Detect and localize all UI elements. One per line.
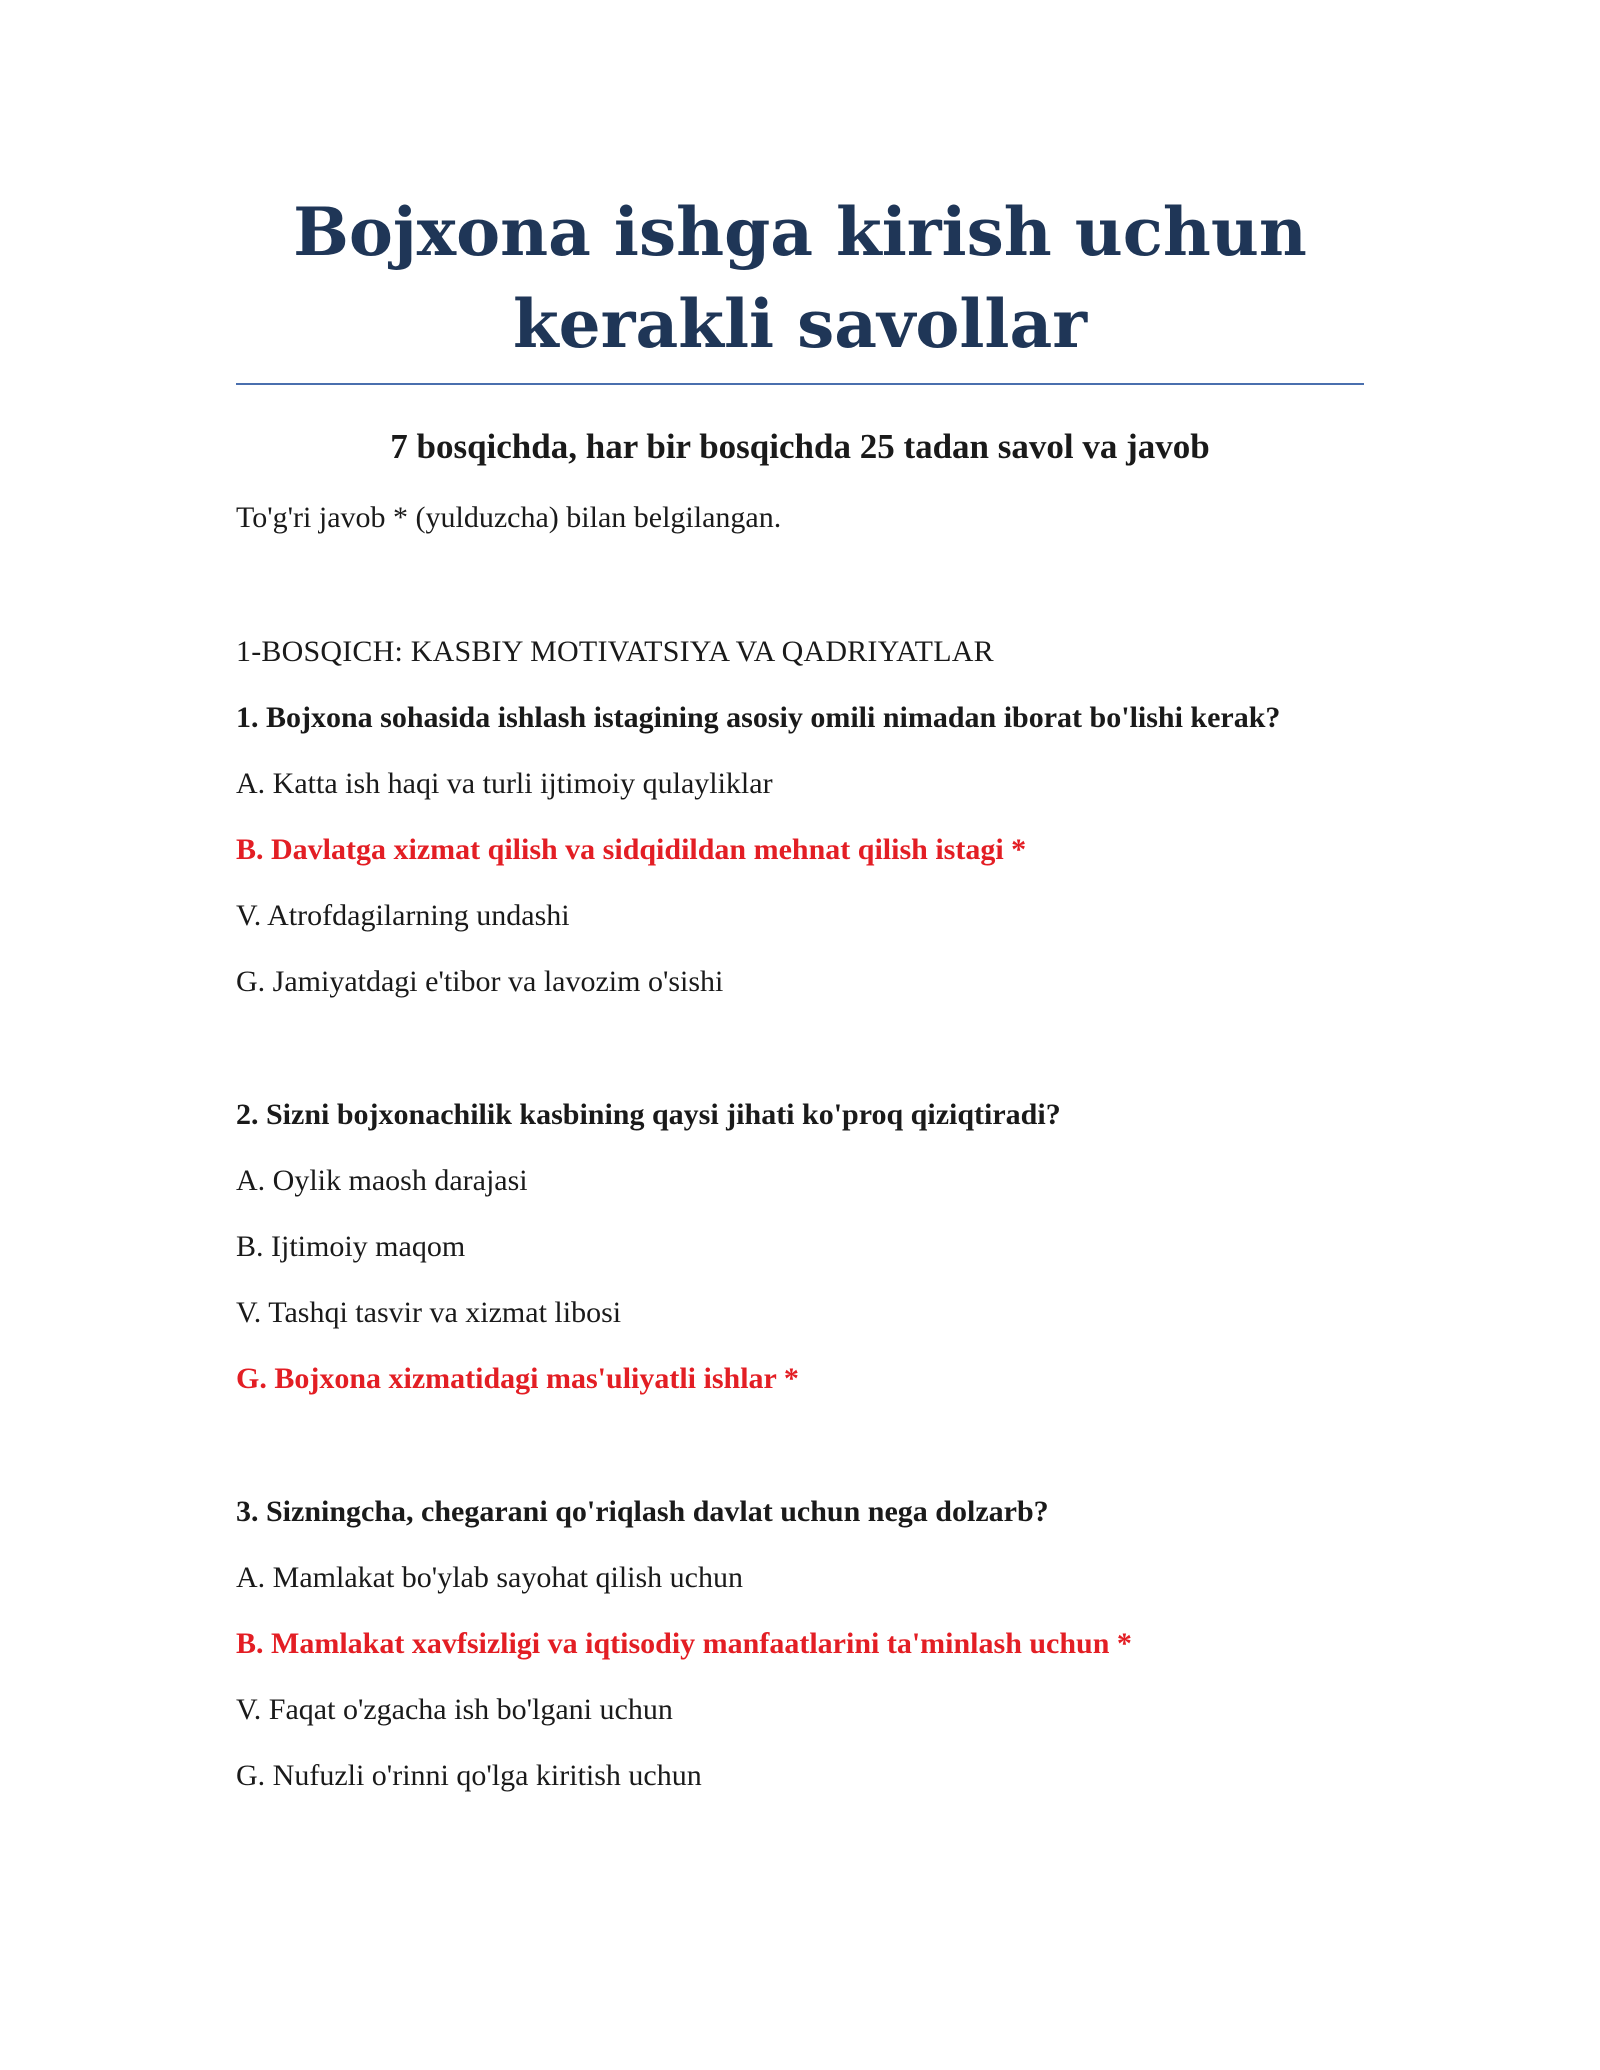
document-subtitle: 7 bosqichda, har bir bosqichda 25 tadan savol va javob [390, 427, 1210, 466]
answer-option: B. Davlatga xizmat qilish va sidqidildan mehnat qilish istagi * [236, 833, 1027, 866]
answer-option: A. Oylik maosh darajasi [236, 1164, 528, 1197]
answer-option: G. Nufuzli o'rinni qo'lga kiritish uchun [236, 1759, 702, 1792]
section-heading: 1-BOSQICH: KASBIY MOTIVATSIYA VA QADRIYATLAR [236, 635, 994, 668]
answer-option: G. Bojxona xizmatidagi mas'uliyatli ishlar * [236, 1362, 799, 1395]
answer-option: B. Mamlakat xavfsizligi va iqtisodiy manfaatlarini ta'minlash uchun * [236, 1627, 1132, 1660]
answer-option: B. Ijtimoiy maqom [236, 1230, 466, 1263]
document-title: Bojxona ishga kirish uchun kerakli savollar [293, 193, 1307, 363]
answer-key-note: To'g'ri javob * (yulduzcha) bilan belgilangan. [236, 501, 782, 534]
question-text: 2. Sizni bojxonachilik kasbining qaysi jihati ko'proq qiziqtiradi? [236, 1098, 1061, 1131]
answer-option: V. Tashqi tasvir va xizmat libosi [236, 1296, 622, 1329]
answer-option: V. Faqat o'zgacha ish bo'lgani uchun [236, 1693, 673, 1726]
question-text: 1. Bojxona sohasida ishlash istagining asosiy omili nimadan iborat bo'lishi kerak? [236, 701, 1281, 734]
answer-option: V. Atrofdagilarning undashi [236, 899, 570, 932]
answer-option: G. Jamiyatdagi e'tibor va lavozim o'sishi [236, 965, 724, 998]
answer-option: A. Katta ish haqi va turli ijtimoiy qulayliklar [236, 767, 773, 800]
question-text: 3. Sizningcha, chegarani qo'riqlash davlat uchun nega dolzarb? [236, 1495, 1049, 1528]
answer-option: A. Mamlakat bo'ylab sayohat qilish uchun [236, 1561, 743, 1594]
title-divider [236, 383, 1364, 385]
